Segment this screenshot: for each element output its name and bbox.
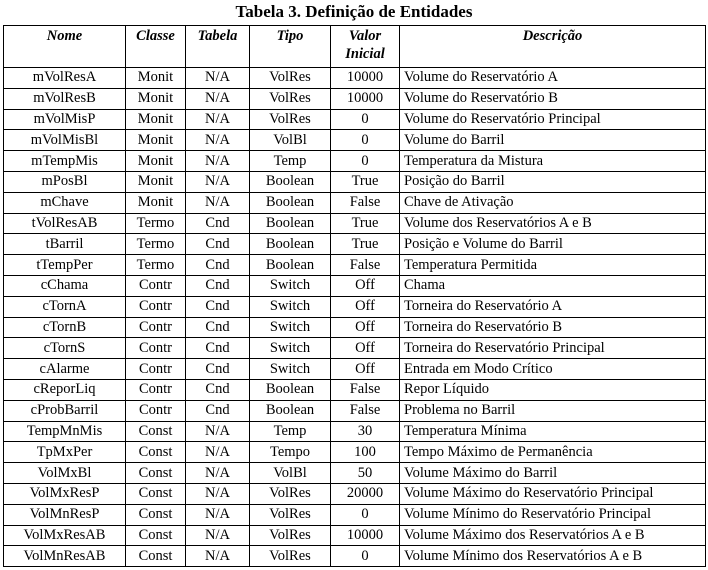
cell-nome: mVolMisBl xyxy=(4,130,126,151)
table-row xyxy=(4,463,706,484)
cell-tabela: N/A xyxy=(186,171,250,192)
cell-tipo: VolRes xyxy=(250,525,331,546)
cell-classe: Monit xyxy=(126,151,186,172)
cell-valor-inicial: False xyxy=(331,192,400,213)
column-header-descricao: Descrição xyxy=(400,26,706,68)
cell-classe: Contr xyxy=(126,275,186,296)
cell-tabela: Cnd xyxy=(186,234,250,255)
cell-tabela: Cnd xyxy=(186,296,250,317)
cell-classe: Const xyxy=(126,463,186,484)
table-row xyxy=(4,400,706,421)
table-row xyxy=(4,525,706,546)
table-row xyxy=(4,151,706,172)
cell-descricao: Chama xyxy=(400,275,706,296)
cell-tipo: Boolean xyxy=(250,213,331,234)
table-row xyxy=(4,88,706,109)
table-row xyxy=(4,359,706,380)
cell-valor-inicial: 0 xyxy=(331,546,400,567)
cell-tipo: Switch xyxy=(250,338,331,359)
cell-classe: Const xyxy=(126,421,186,442)
cell-valor-inicial: Off xyxy=(331,338,400,359)
cell-descricao: Volume do Reservatório Principal xyxy=(400,109,706,130)
cell-nome: VolMnResP xyxy=(4,504,126,525)
cell-tipo: VolBl xyxy=(250,130,331,151)
cell-valor-inicial: 0 xyxy=(331,504,400,525)
table-row xyxy=(4,109,706,130)
cell-tabela: Cnd xyxy=(186,317,250,338)
cell-nome: tVolResAB xyxy=(4,213,126,234)
cell-descricao: Temperatura da Mistura xyxy=(400,151,706,172)
table-row xyxy=(4,68,706,89)
cell-tipo: VolRes xyxy=(250,88,331,109)
cell-descricao: Volume do Reservatório B xyxy=(400,88,706,109)
cell-tabela: Cnd xyxy=(186,400,250,421)
cell-classe: Monit xyxy=(126,171,186,192)
cell-descricao: Torneira do Reservatório A xyxy=(400,296,706,317)
cell-tipo: Boolean xyxy=(250,171,331,192)
cell-descricao: Chave de Ativação xyxy=(400,192,706,213)
cell-tabela: N/A xyxy=(186,130,250,151)
table-row xyxy=(4,255,706,276)
cell-descricao: Torneira do Reservatório Principal xyxy=(400,338,706,359)
cell-descricao: Entrada em Modo Crítico xyxy=(400,359,706,380)
cell-classe: Const xyxy=(126,483,186,504)
cell-valor-inicial: Off xyxy=(331,359,400,380)
cell-tabela: Cnd xyxy=(186,213,250,234)
cell-classe: Monit xyxy=(126,130,186,151)
cell-descricao: Volume do Reservatório A xyxy=(400,68,706,89)
cell-tipo: VolRes xyxy=(250,109,331,130)
cell-descricao: Volume Máximo dos Reservatórios A e B xyxy=(400,525,706,546)
cell-classe: Termo xyxy=(126,213,186,234)
cell-valor-inicial: False xyxy=(331,400,400,421)
cell-valor-inicial: Off xyxy=(331,275,400,296)
entities-table xyxy=(3,25,706,567)
table-row xyxy=(4,483,706,504)
cell-tabela: N/A xyxy=(186,192,250,213)
cell-tipo: VolRes xyxy=(250,483,331,504)
cell-tabela: N/A xyxy=(186,483,250,504)
cell-descricao: Torneira do Reservatório B xyxy=(400,317,706,338)
table-row xyxy=(4,421,706,442)
cell-tipo: Tempo xyxy=(250,442,331,463)
cell-nome: TempMnMis xyxy=(4,421,126,442)
cell-classe: Const xyxy=(126,442,186,463)
cell-valor-inicial: 30 xyxy=(331,421,400,442)
cell-tipo: Boolean xyxy=(250,400,331,421)
cell-nome: cAlarme xyxy=(4,359,126,380)
table-header-row xyxy=(4,26,706,68)
cell-tipo: Boolean xyxy=(250,234,331,255)
cell-nome: cTornB xyxy=(4,317,126,338)
cell-nome: VolMxResAB xyxy=(4,525,126,546)
cell-valor-inicial: 10000 xyxy=(331,68,400,89)
cell-classe: Const xyxy=(126,546,186,567)
table-title: Tabela 3. Definição de Entidades xyxy=(235,2,473,21)
cell-tabela: N/A xyxy=(186,525,250,546)
table-row xyxy=(4,296,706,317)
cell-tabela: N/A xyxy=(186,546,250,567)
cell-tipo: Switch xyxy=(250,317,331,338)
cell-valor-inicial: True xyxy=(331,171,400,192)
cell-tipo: Temp xyxy=(250,421,331,442)
cell-classe: Monit xyxy=(126,192,186,213)
cell-classe: Contr xyxy=(126,359,186,380)
cell-nome: TpMxPer xyxy=(4,442,126,463)
cell-tipo: VolRes xyxy=(250,546,331,567)
cell-descricao: Problema no Barril xyxy=(400,400,706,421)
cell-nome: mVolResB xyxy=(4,88,126,109)
cell-nome: VolMxBl xyxy=(4,463,126,484)
cell-classe: Termo xyxy=(126,255,186,276)
column-header-valor-inicial: Valor Inicial xyxy=(331,26,400,68)
cell-descricao: Temperatura Mínima xyxy=(400,421,706,442)
cell-classe: Const xyxy=(126,525,186,546)
table-row xyxy=(4,317,706,338)
cell-tipo: VolRes xyxy=(250,68,331,89)
cell-valor-inicial: False xyxy=(331,255,400,276)
cell-valor-inicial: Off xyxy=(331,296,400,317)
cell-classe: Contr xyxy=(126,379,186,400)
cell-tabela: Cnd xyxy=(186,275,250,296)
cell-valor-inicial: 100 xyxy=(331,442,400,463)
cell-tipo: VolRes xyxy=(250,504,331,525)
cell-tabela: Cnd xyxy=(186,338,250,359)
cell-nome: mTempMis xyxy=(4,151,126,172)
table-row xyxy=(4,379,706,400)
cell-nome: cChama xyxy=(4,275,126,296)
cell-nome: mVolResA xyxy=(4,68,126,89)
cell-valor-inicial: False xyxy=(331,379,400,400)
cell-descricao: Repor Líquido xyxy=(400,379,706,400)
cell-descricao: Tempo Máximo de Permanência xyxy=(400,442,706,463)
cell-descricao: Volume dos Reservatórios A e B xyxy=(400,213,706,234)
cell-tabela: N/A xyxy=(186,88,250,109)
cell-classe: Monit xyxy=(126,88,186,109)
cell-tabela: N/A xyxy=(186,442,250,463)
cell-tipo: Switch xyxy=(250,359,331,380)
cell-classe: Const xyxy=(126,504,186,525)
cell-descricao: Volume Máximo do Reservatório Principal xyxy=(400,483,706,504)
cell-valor-inicial: 10000 xyxy=(331,525,400,546)
cell-tipo: Boolean xyxy=(250,192,331,213)
cell-nome: mPosBl xyxy=(4,171,126,192)
cell-classe: Contr xyxy=(126,317,186,338)
cell-tabela: N/A xyxy=(186,151,250,172)
cell-tabela: N/A xyxy=(186,109,250,130)
cell-descricao: Volume Mínimo dos Reservatórios A e B xyxy=(400,546,706,567)
cell-classe: Contr xyxy=(126,296,186,317)
cell-nome: VolMxResP xyxy=(4,483,126,504)
cell-nome: mVolMisP xyxy=(4,109,126,130)
table-row xyxy=(4,130,706,151)
table-row xyxy=(4,338,706,359)
cell-tabela: Cnd xyxy=(186,255,250,276)
cell-tipo: Switch xyxy=(250,296,331,317)
table-row xyxy=(4,504,706,525)
cell-nome: VolMnResAB xyxy=(4,546,126,567)
cell-nome: tTempPer xyxy=(4,255,126,276)
cell-tabela: N/A xyxy=(186,463,250,484)
cell-descricao: Volume do Barril xyxy=(400,130,706,151)
cell-valor-inicial: True xyxy=(331,234,400,255)
cell-tabela: N/A xyxy=(186,421,250,442)
cell-tipo: Switch xyxy=(250,275,331,296)
table-row xyxy=(4,546,706,567)
table-row xyxy=(4,234,706,255)
cell-tipo: Boolean xyxy=(250,379,331,400)
cell-descricao: Temperatura Permitida xyxy=(400,255,706,276)
cell-valor-inicial: 0 xyxy=(331,151,400,172)
cell-nome: cProbBarril xyxy=(4,400,126,421)
cell-tabela: N/A xyxy=(186,68,250,89)
column-header-tipo: Tipo xyxy=(250,26,331,68)
table-row xyxy=(4,442,706,463)
cell-valor-inicial: 10000 xyxy=(331,88,400,109)
table-row xyxy=(4,275,706,296)
cell-valor-inicial: Off xyxy=(331,317,400,338)
cell-valor-inicial: 0 xyxy=(331,109,400,130)
cell-nome: cTornA xyxy=(4,296,126,317)
cell-tipo: VolBl xyxy=(250,463,331,484)
cell-tipo: Temp xyxy=(250,151,331,172)
cell-classe: Contr xyxy=(126,338,186,359)
cell-descricao: Volume Mínimo do Reservatório Principal xyxy=(400,504,706,525)
cell-valor-inicial: 50 xyxy=(331,463,400,484)
cell-classe: Termo xyxy=(126,234,186,255)
cell-tabela: N/A xyxy=(186,504,250,525)
cell-tipo: Boolean xyxy=(250,255,331,276)
cell-tabela: Cnd xyxy=(186,359,250,380)
cell-nome: tBarril xyxy=(4,234,126,255)
table-row xyxy=(4,213,706,234)
cell-descricao: Volume Máximo do Barril xyxy=(400,463,706,484)
cell-classe: Monit xyxy=(126,109,186,130)
table-row xyxy=(4,171,706,192)
cell-nome: cTornS xyxy=(4,338,126,359)
cell-valor-inicial: 0 xyxy=(331,130,400,151)
table-row xyxy=(4,192,706,213)
cell-valor-inicial: True xyxy=(331,213,400,234)
cell-valor-inicial: 20000 xyxy=(331,483,400,504)
column-header-tabela: Tabela xyxy=(186,26,250,68)
cell-nome: cReporLiq xyxy=(4,379,126,400)
cell-classe: Contr xyxy=(126,400,186,421)
column-header-nome: Nome xyxy=(4,26,126,68)
column-header-classe: Classe xyxy=(126,26,186,68)
cell-classe: Monit xyxy=(126,68,186,89)
cell-nome: mChave xyxy=(4,192,126,213)
cell-descricao: Posição e Volume do Barril xyxy=(400,234,706,255)
cell-descricao: Posição do Barril xyxy=(400,171,706,192)
cell-tabela: Cnd xyxy=(186,379,250,400)
